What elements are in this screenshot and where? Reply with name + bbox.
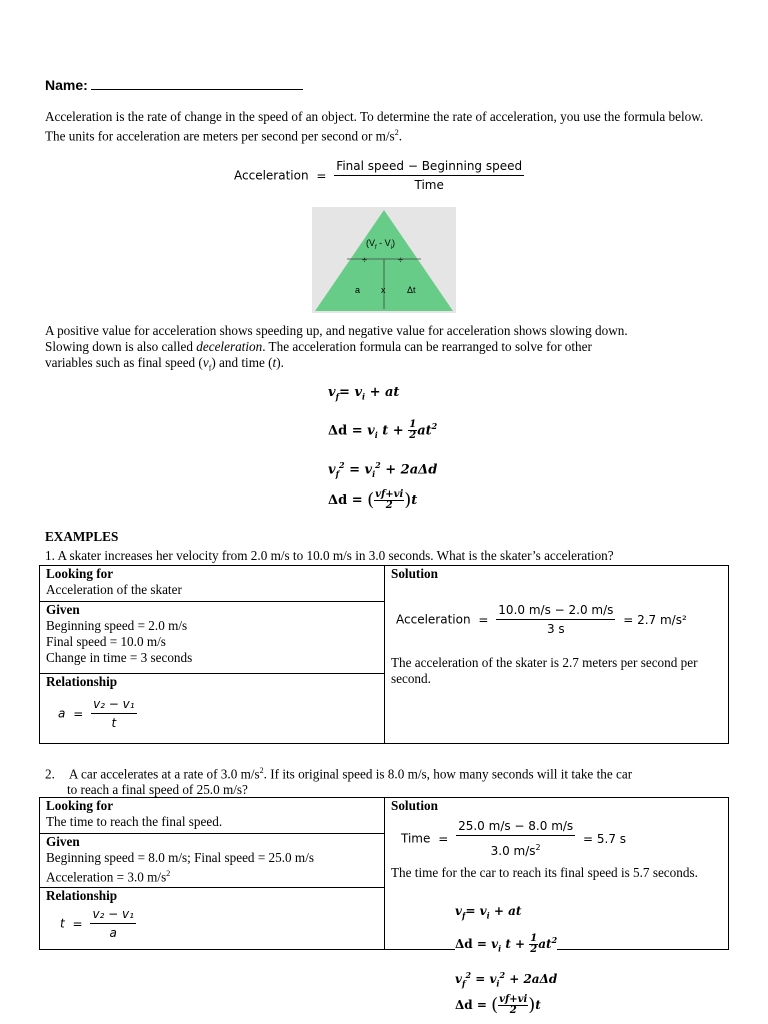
ex1-given-3: Change in time = 3 seconds [46,650,193,665]
examples-heading: EXAMPLES [45,529,119,544]
para2-line3a: variables such as final speed ( [45,355,203,370]
equation2-final-velocity: $v_f= v_i$ + at [455,904,522,921]
ex2-given-label: Given [46,834,80,849]
para2-v: v [202,355,209,370]
ex1-relationship-label: Relationship [46,674,118,689]
para2-f: f [208,363,212,373]
triangle-x-label: x [381,285,386,295]
formula-fraction [334,158,524,193]
triangle-divide-right: ÷ [398,255,403,265]
intro-paragraph [45,109,725,144]
para2-deceleration: deceleration [196,339,263,354]
ex1-looking-for-text: Acceleration of the skater [46,582,182,597]
name-label: Name: [45,77,88,93]
formula-numerator: Final speed − Beginning speed [334,158,524,176]
example2-question: 2. A car accelerates at a rate of 3.0 $m/s^2$. If its original speed is 8.0 m/s, how many seconds will it take the car to reach a final speed of 25.0 m/s? [45,766,633,798]
ex2-solution-cell [385,798,729,950]
ex1-answer: The acceleration of the skater is 2.7 meters per second per second. [391,655,698,686]
name-field [45,76,303,93]
equation2-average-velocity: Δd = ( $\frac{vf+vi}{2})t$ [455,994,541,1016]
para2-line2b: . The acceleration formula can be rearranged to solve for other [262,339,592,354]
para2-line3b: ) and time ( [211,355,273,370]
ex1-given-2: Final speed = 10.0 m/s [46,634,166,649]
formula-denominator: Time [414,178,444,192]
equation-displacement: $\Delta d = v_i$ t + $\frac{1}{2}at^2$ [328,419,438,442]
ex1-given-label: Given [46,602,80,617]
intro-sup: 2 [394,128,399,137]
triangle-dt-label: Δt [407,285,416,295]
equation2-displacement: $\Delta d = v_i$ t + $\frac{1}{2}at^2$ [455,933,558,955]
ex2-relationship-equation: t = $\frac{\text{v₂ − v₁}}{a}$ [60,907,134,940]
example2-table [39,797,729,950]
ex2-looking-for-label: Looking for [46,798,114,813]
triangle-top-label: $(V_f - V_i)$ [366,238,396,251]
ex2-looking-for-text: The time to reach the final speed. [46,814,223,829]
ex1-looking-for-cell [40,566,385,602]
formula-lhs: Acceleration [234,168,309,183]
para2-line2a: Slowing down is also called [45,339,197,354]
ex1-solution-cell [385,566,729,744]
equation-average-velocity: Δd = ( $\frac{vf+vi}{2})t$ [328,489,418,511]
ex1-given-1: Beginning speed = 2.0 m/s [46,618,188,633]
ex2-relationship-cell [40,888,385,950]
example1-table [39,565,729,744]
ex2-looking-for-cell [40,798,385,834]
equation-final-velocity: $v_f= v_i$ + at [328,385,400,402]
equation2-velocity-squared: $v_f^2 = v_i^2 + 2a\Delta d$ [455,970,558,989]
ex2-given-1: Beginning speed = 8.0 m/s; Final speed = 25.0 m/s [46,850,314,865]
triangle-divide-left: ÷ [362,255,367,265]
equation-velocity-squared: $v_f^2 = v_i^2 + 2a\Delta d$ [328,460,438,479]
name-blank-line[interactable] [91,76,303,90]
ex1-looking-for-label: Looking for [46,566,114,581]
ex2-answer: The time for the car to reach its final speed is 5.7 seconds. [391,865,698,880]
formula-eq: = [316,168,327,183]
ex2-solution-equation: Time = $\frac{25.0 m/s - 8.0 m/s}{3.0 m/s^2}$ = 5.7 s [401,819,627,858]
ex1-solution-equation: Acceleration = $\frac{10.0 m/s - 2.0 m/s}{3 s}$ = 2.7 m/s² [396,603,687,636]
ex2-solution-label: Solution [391,798,438,813]
ex1-given-cell [40,602,385,674]
triangle-a-label: a [355,285,361,295]
intro-text: Acceleration is the rate of change in the speed of an object. To determine the rate of acceleration, you use the formula below. The units for acceleration are meters per second per second or m/s [45,109,704,144]
acceleration-triangle-diagram [312,207,456,313]
para2-t: t [272,355,277,370]
para2-line1: A positive value for acceleration shows speeding up, and negative value for acceleration shows slowing down. [45,323,628,338]
deceleration-paragraph [45,323,745,377]
para2-line3c: ). [276,355,284,370]
intro-end: . [398,128,402,144]
ex1-solution-label: Solution [391,566,438,581]
acceleration-formula [234,158,524,193]
ex2-given-cell [40,834,385,888]
ex1-relationship-cell [40,674,385,744]
example1-question: 1. A skater increases her velocity from 2.0 m/s to 10.0 m/s in 3.0 seconds. What is the skater’s acceleration? [45,548,614,563]
ex2-given-2: Acceleration = 3.0 $m/s^2$ [46,869,171,885]
ex1-relationship-equation: a = $\frac{\text{v₂ − v₁}}{t}$ [58,697,135,730]
ex2-relationship-label: Relationship [46,888,118,903]
